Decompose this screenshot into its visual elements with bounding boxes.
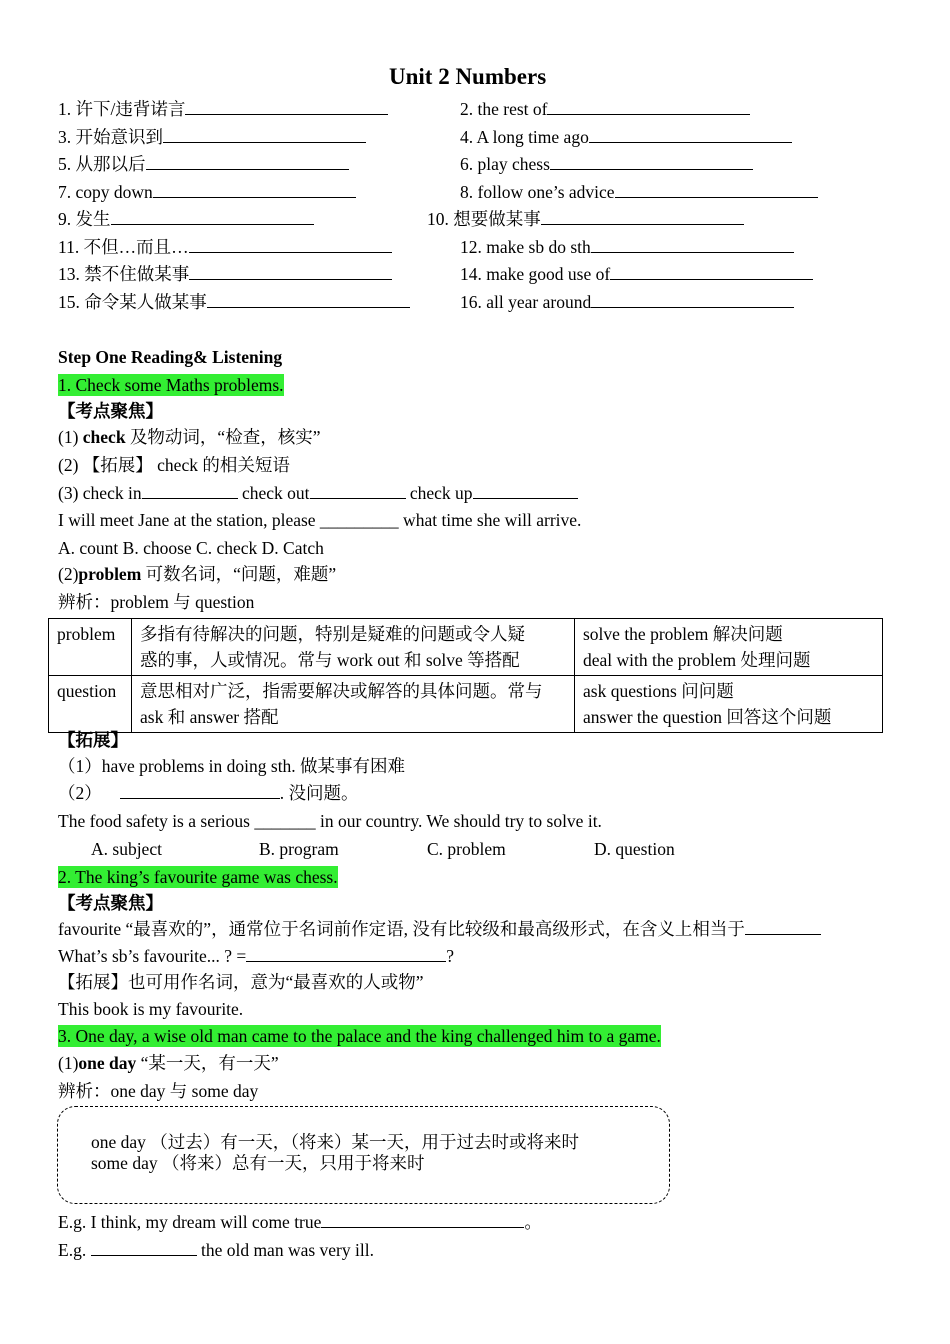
key-sentence-2: 2. The king’s favourite game was chess. bbox=[58, 867, 338, 887]
table-cell: ask questions 问问题 answer the question 回答这个问题 bbox=[575, 676, 883, 733]
answer-blank[interactable] bbox=[146, 153, 349, 170]
exercise-options: A. count B. choose C. check D. Catch bbox=[58, 538, 324, 558]
answer-blank[interactable] bbox=[142, 482, 238, 499]
extension-label: 【拓展】也可用作名词，意为“最喜欢的人或物” bbox=[58, 972, 424, 992]
option-c: C. problem bbox=[427, 839, 506, 859]
phrase-item bbox=[58, 208, 314, 230]
phrase-item bbox=[460, 236, 794, 258]
answer-blank[interactable] bbox=[589, 126, 792, 143]
focus-label: 【考点聚焦】 bbox=[58, 893, 163, 913]
callout-line: one day （过去）有一天，（将来）某一天，用于过去时或将来时 bbox=[91, 1132, 580, 1152]
answer-blank[interactable] bbox=[550, 153, 753, 170]
answer-blank[interactable] bbox=[153, 181, 356, 198]
extension-item: （1）have problems in doing sth. 做某事有困难 bbox=[58, 756, 406, 776]
phrase-text: 14. make good use of bbox=[460, 264, 611, 284]
phrase-item bbox=[460, 126, 792, 148]
phrase-text: 9. 发生 bbox=[58, 209, 111, 229]
answer-blank[interactable] bbox=[310, 482, 406, 499]
option-a: A. subject bbox=[91, 839, 162, 859]
answer-blank[interactable] bbox=[321, 1211, 524, 1228]
phrase-text: 13. 禁不住做某事 bbox=[58, 264, 190, 284]
key-sentence-3: 3. One day, a wise old man came to the palace and the king challenged him to a game. bbox=[58, 1026, 661, 1046]
table-cell: 意思相对广泛，指需要解决或解答的具体问题。常与 ask 和 answer 搭配 bbox=[132, 676, 575, 733]
phrase-text: 15. 命令某人做某事 bbox=[58, 292, 207, 312]
comparison-label: 辨析：problem 与 question bbox=[58, 592, 255, 612]
phrase-text: 1. 许下/违背诺言 bbox=[58, 99, 186, 119]
exercise-question: The food safety is a serious _______ in our country. We should try to solve it. bbox=[58, 811, 602, 831]
extension-label: 【拓展】 bbox=[58, 730, 128, 750]
example-sentence: This book is my favourite. bbox=[58, 999, 244, 1019]
problem-note: (2)problem 可数名词，“问题，难题” bbox=[58, 564, 337, 584]
answer-blank[interactable] bbox=[610, 263, 813, 280]
phrase-item bbox=[58, 126, 366, 148]
section-heading: Step One Reading& Listening bbox=[58, 347, 283, 367]
phrase-text: 12. make sb do sth bbox=[460, 237, 591, 257]
key-sentence-1: 1. Check some Maths problems. bbox=[58, 375, 284, 395]
phrase-text: 3. 开始意识到 bbox=[58, 127, 163, 147]
phrase-text: 8. follow one’s advice bbox=[460, 182, 615, 202]
phrase-item bbox=[427, 208, 744, 230]
answer-blank[interactable] bbox=[163, 126, 366, 143]
favourite-question: What’s sb’s favourite... ? = ? bbox=[58, 946, 455, 966]
favourite-note: favourite “最喜欢的”，通常位于名词前作定语, 没有比较级和最高级形式，在含义上相当于 bbox=[58, 918, 821, 940]
answer-blank[interactable] bbox=[185, 98, 388, 115]
answer-blank[interactable] bbox=[91, 1239, 197, 1256]
answer-blank[interactable] bbox=[541, 208, 744, 225]
option-d: D. question bbox=[594, 839, 675, 859]
phrase-item bbox=[58, 181, 356, 203]
example-sentence: E.g. the old man was very ill. bbox=[58, 1240, 374, 1260]
answer-blank[interactable] bbox=[189, 236, 392, 253]
phrase-text: 6. play chess bbox=[460, 154, 550, 174]
comparison-label: 辨析：one day 与 some day bbox=[58, 1081, 259, 1101]
phrase-text: 5. 从那以后 bbox=[58, 154, 146, 174]
answer-blank[interactable] bbox=[207, 291, 410, 308]
phrase-text: 2. the rest of bbox=[460, 99, 548, 119]
answer-blank[interactable] bbox=[615, 181, 818, 198]
answer-blank[interactable] bbox=[591, 236, 794, 253]
extension-item: （2） . 没问题。 bbox=[58, 783, 359, 803]
phrase-text: 11. 不但…而且… bbox=[58, 237, 189, 257]
phrase-item bbox=[460, 263, 813, 285]
phrase-text: 16. all year around bbox=[460, 292, 592, 312]
phrase-item bbox=[58, 98, 388, 120]
answer-blank[interactable] bbox=[473, 482, 578, 499]
table-cell: 多指有待解决的问题，特别是疑难的问题或令人疑 惑的事，人或情况。常与 work out 和 solve 等搭配 bbox=[132, 619, 575, 676]
phrase-text: 10. 想要做某事 bbox=[427, 209, 541, 229]
check-note: (1) check 及物动词，“检查，核实” bbox=[58, 427, 321, 447]
table-row bbox=[49, 619, 883, 676]
table-cell: problem bbox=[49, 619, 132, 676]
phrase-item bbox=[460, 153, 753, 175]
phrase-text: 7. copy down bbox=[58, 182, 153, 202]
callout-line: some day （将来）总有一天，只用于将来时 bbox=[91, 1153, 425, 1173]
phrase-item bbox=[460, 291, 794, 313]
phrase-item bbox=[58, 291, 410, 313]
page-title: Unit 2 Numbers bbox=[389, 64, 547, 89]
answer-blank[interactable] bbox=[547, 98, 750, 115]
answer-blank[interactable] bbox=[246, 945, 446, 962]
table-cell: solve the problem 解决问题 deal with the problem 处理问题 bbox=[575, 619, 883, 676]
phrase-item bbox=[58, 236, 392, 258]
check-extension: (2) 【拓展】 check 的相关短语 bbox=[58, 455, 290, 475]
phrase-item bbox=[460, 181, 818, 203]
example-sentence: E.g. I think, my dream will come true 。 bbox=[58, 1212, 542, 1232]
phrase-item bbox=[58, 263, 392, 285]
one-day-note: (1)one day “某一天，有一天” bbox=[58, 1053, 279, 1073]
answer-blank[interactable] bbox=[111, 208, 314, 225]
phrase-item bbox=[58, 153, 349, 175]
comparison-table bbox=[48, 618, 883, 733]
focus-label: 【考点聚焦】 bbox=[58, 401, 163, 421]
phrase-text: 4. A long time ago bbox=[460, 127, 589, 147]
check-phrases: (3) check in check out check up bbox=[58, 482, 578, 504]
exercise-question: I will meet Jane at the station, please _________ what time she will arrive. bbox=[58, 510, 582, 530]
table-row bbox=[49, 676, 883, 733]
answer-blank[interactable] bbox=[591, 291, 794, 308]
phrase-item bbox=[460, 98, 750, 120]
answer-blank[interactable] bbox=[745, 918, 821, 935]
option-b: B. program bbox=[259, 839, 339, 859]
answer-blank[interactable] bbox=[120, 782, 280, 799]
table-cell: question bbox=[49, 676, 132, 733]
answer-blank[interactable] bbox=[189, 263, 392, 280]
